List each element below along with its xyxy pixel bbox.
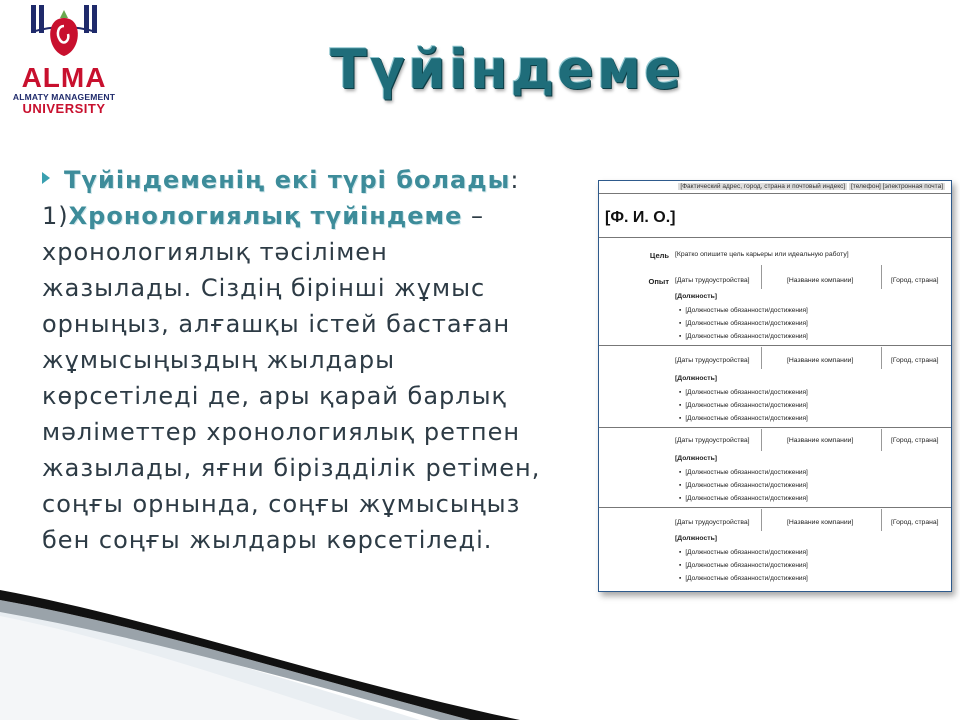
item-emphasis: Хронологиялық түйіндеме <box>68 202 463 230</box>
cv-divider <box>599 345 951 346</box>
cv-divider <box>599 193 951 194</box>
cv-address: [Фактический адрес, город, страна и почтовый индекс] <box>680 183 846 190</box>
item-heading <box>42 198 590 234</box>
cv-divider <box>599 507 951 508</box>
cv-dates: [Даты трудоустройства] <box>675 357 750 364</box>
cv-position: [Должность] <box>675 535 718 542</box>
cv-col-line <box>761 429 762 451</box>
cv-company: [Название компании] <box>787 437 854 444</box>
cv-col-line <box>761 347 762 369</box>
cv-city: [Город, страна] <box>891 519 939 526</box>
body-line: жазылады, яғни біріздділік ретімен, <box>42 454 541 482</box>
cv-dates: [Даты трудоустройства] <box>675 437 750 444</box>
cv-duty: ▪ [Должностные обязанности/достижения] <box>679 575 808 582</box>
cv-position: [Должность] <box>675 455 718 462</box>
cv-dates: [Даты трудоустройства] <box>675 277 750 284</box>
bullet-arrow-icon <box>42 172 50 184</box>
cv-position: [Должность] <box>675 375 718 382</box>
cv-divider <box>599 237 951 238</box>
slide-body <box>42 162 590 558</box>
cv-goal-label: Цель <box>649 251 669 260</box>
cv-col-line <box>881 429 882 451</box>
cv-duty: ▪ [Должностные обязанности/достижения] <box>679 402 808 409</box>
body-line: орныңыз, алғашқы істей бастаған <box>42 310 511 338</box>
slide-title: Түйіндеме <box>330 38 684 101</box>
intro-emphasis: Түйіндеменің екі түрі болады <box>64 166 511 194</box>
cv-col-line <box>881 265 882 289</box>
cv-position: [Должность] <box>675 293 718 300</box>
cv-contacts: [телефон] [электронная почта] <box>850 183 943 190</box>
body-line: соңғы орнында, соңғы жұмысыңыз <box>42 490 521 518</box>
cv-col-line <box>761 509 762 531</box>
cv-duty: ▪ [Должностные обязанности/достижения] <box>679 549 808 556</box>
cv-company: [Название компании] <box>787 277 854 284</box>
alma-logo <box>10 4 118 120</box>
cv-company: [Название компании] <box>787 519 854 526</box>
logo-emblem-icon <box>10 4 118 64</box>
cv-goal-text: [Кратко опишите цель карьеры или идеальную работу] <box>675 251 849 258</box>
cv-duty: ▪ [Должностные обязанности/достижения] <box>679 307 808 314</box>
cv-duty: ▪ [Должностные обязанности/достижения] <box>679 562 808 569</box>
decorative-wave-icon <box>0 590 960 720</box>
cv-duty: ▪ [Должностные обязанности/достижения] <box>679 495 808 502</box>
resume-template-image <box>598 180 952 592</box>
cv-city: [Город, страна] <box>891 357 939 364</box>
item-number: 1) <box>42 202 69 230</box>
cv-col-line <box>761 265 762 289</box>
body-line: жұмысыңыздың жылдары <box>42 346 396 374</box>
cv-col-line <box>881 347 882 369</box>
cv-name: [Ф. И. О.] <box>605 209 676 226</box>
bullet-line <box>42 162 590 198</box>
logo-name: ALMA <box>21 62 107 93</box>
cv-duty: ▪ [Должностные обязанности/достижения] <box>679 333 808 340</box>
cv-dates: [Даты трудоустройства] <box>675 519 750 526</box>
body-line: бен соңғы жылдары көрсетіледі. <box>42 526 493 554</box>
body-line: көрсетіледі де, ары қарай барлық <box>42 382 508 410</box>
cv-divider <box>599 427 951 428</box>
cv-city: [Город, страна] <box>891 437 939 444</box>
cv-duty: ▪ [Должностные обязанности/достижения] <box>679 320 808 327</box>
cv-col-line <box>881 509 882 531</box>
intro-colon: : <box>510 166 520 194</box>
cv-duty: ▪ [Должностные обязанности/достижения] <box>679 389 808 396</box>
logo-university: UNIVERSITY <box>22 101 106 116</box>
cv-company: [Название компании] <box>787 357 854 364</box>
item-dash: – <box>462 202 485 230</box>
body-line: жазылады. Сіздің бірінші жұмыс <box>42 274 486 302</box>
cv-duty: ▪ [Должностные обязанности/достижения] <box>679 482 808 489</box>
cv-duty: ▪ [Должностные обязанности/достижения] <box>679 469 808 476</box>
body-line: хронологиялық тәсілімен <box>42 238 388 266</box>
cv-duty: ▪ [Должностные обязанности/достижения] <box>679 415 808 422</box>
body-line: мәліметтер хронологиялық ретпен <box>42 418 521 446</box>
cv-header <box>678 183 945 190</box>
cv-city: [Город, страна] <box>891 277 939 284</box>
cv-exp-label: Опыт <box>648 277 669 286</box>
logo-subtitle: ALMATY MANAGEMENT <box>12 92 116 102</box>
